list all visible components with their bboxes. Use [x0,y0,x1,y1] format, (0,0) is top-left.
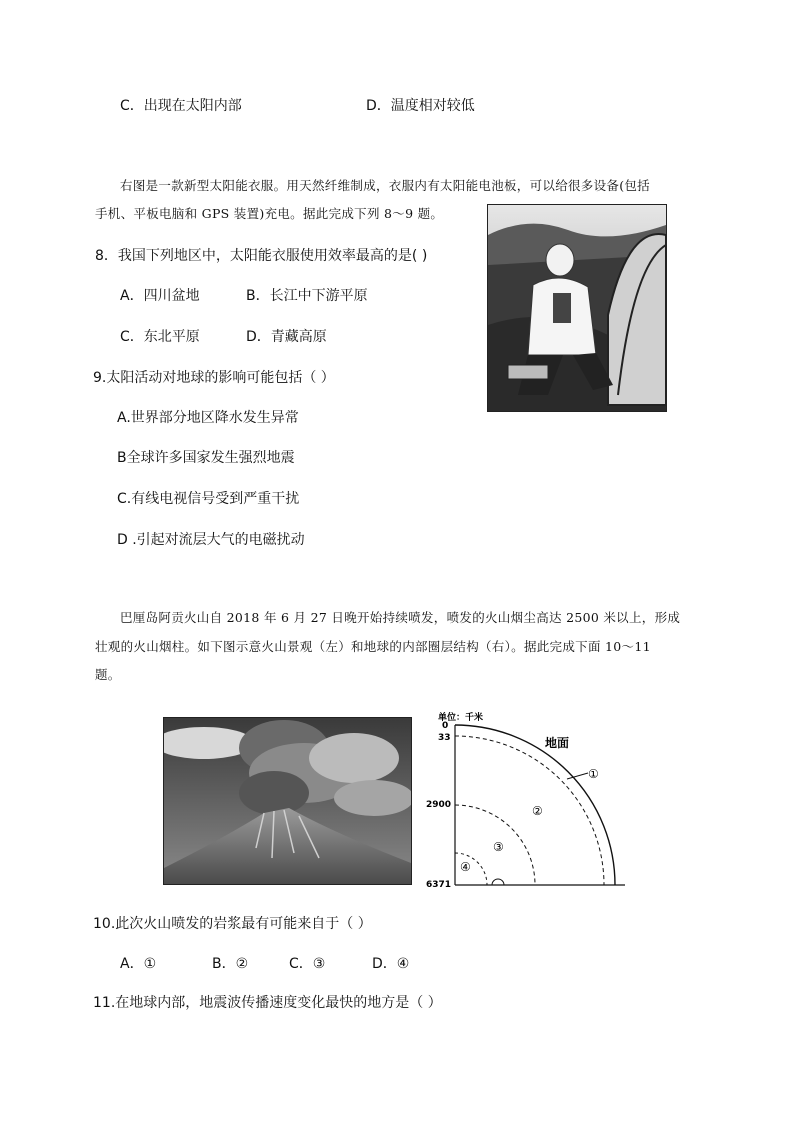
solar-clothing-photo [487,204,667,412]
q8-option-b: B．长江中下游平原 [246,288,368,304]
q9-stem: 9.太阳活动对地球的影响可能包括（ ） [93,370,335,386]
q7-option-d: D．温度相对较低 [366,98,475,114]
solar-clothing-illustration [488,205,666,411]
passage2-line3: 题。 [95,667,121,682]
depth-33: 33 [438,733,451,743]
layer-1-label: ① [588,767,599,781]
volcano-illustration [164,718,411,884]
q9-option-d: D .引起对流层大气的电磁扰动 [117,532,305,548]
q10-option-c: C．③ [289,956,326,972]
q9-option-c: C.有线电视信号受到严重干扰 [117,491,300,507]
q10-option-a: A．① [120,956,157,972]
q11-stem: 11.在地球内部，地震波传播速度变化最快的地方是（ ） [93,995,442,1011]
q7-option-c: C．出现在太阳内部 [120,98,242,114]
passage2-line1: 巴厘岛阿贡火山自 2018 年 6 月 27 日晚开始持续喷发，喷发的火山烟尘高达 2500 米以上，形成 [120,610,681,625]
q8-option-d: D．青藏高原 [246,329,327,345]
q10-stem: 10.此次火山喷发的岩浆最有可能来自于（ ） [93,916,372,932]
q9-option-b: B全球许多国家发生强烈地震 [117,450,295,466]
layer-3-label: ③ [493,840,504,854]
q8-option-c: C．东北平原 [120,329,200,345]
depth-0: 0 [442,721,449,731]
passage2-line2: 壮观的火山烟柱。如下图示意火山景观（左）和地球的内部圈层结构（右）。据此完成下面 10～11 [95,639,651,654]
passage1-line1: 右图是一款新型太阳能衣服。用天然纤维制成，衣服内有太阳能电池板，可以给很多设备(包括 [120,178,650,193]
unit-label: 单位：千米 [438,713,484,723]
q10-option-d: D．④ [372,956,410,972]
q9-option-a: A.世界部分地区降水发生异常 [117,410,299,426]
q8-stem: 8．我国下列地区中，太阳能衣服使用效率最高的是( ) [95,248,428,264]
depth-2900: 2900 [426,800,452,810]
earth-interior-diagram [420,705,640,890]
passage1-line2: 手机、平板电脑和 GPS 装置)充电。据此完成下列 8～9 题。 [95,206,444,221]
layer-2-label: ② [532,804,543,818]
volcano-photo [163,717,412,885]
q8-option-a: A．四川盆地 [120,288,200,304]
surface-label: 地面 [545,736,570,750]
depth-6371: 6371 [426,880,452,890]
layer-4-label: ④ [460,860,471,874]
q10-option-b: B．② [212,956,249,972]
